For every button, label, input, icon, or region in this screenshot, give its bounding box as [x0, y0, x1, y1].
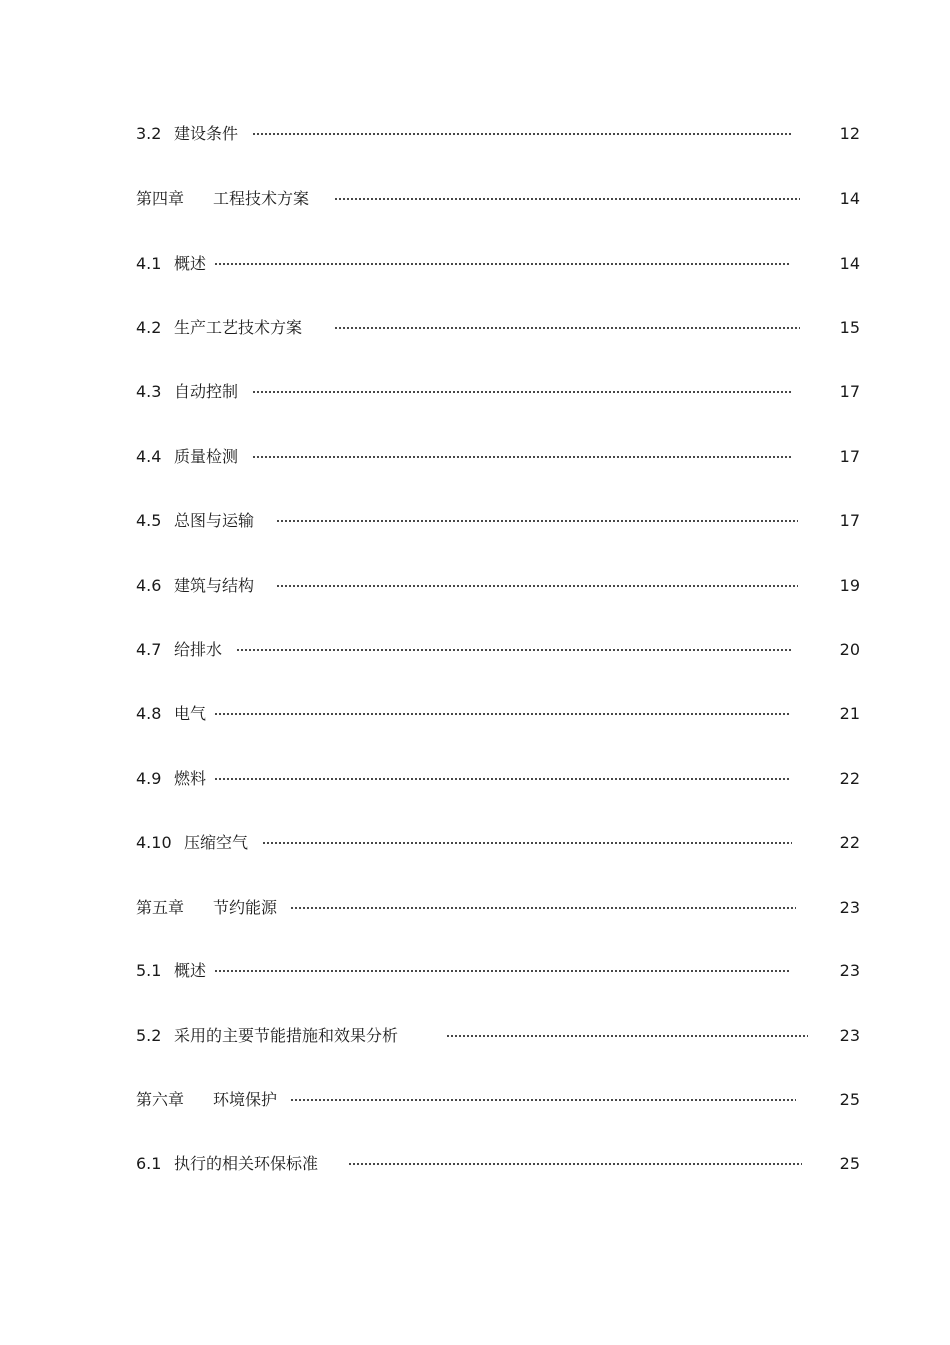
toc-entry-page: 25	[839, 1090, 860, 1109]
toc-dot-leader	[334, 326, 800, 330]
toc-entry[interactable]	[136, 380, 860, 404]
toc-entry-number: 4.4	[136, 447, 162, 466]
toc-entry-page: 23	[839, 898, 860, 917]
toc-entry-page: 17	[839, 382, 860, 401]
toc-entry-number: 4.6	[136, 576, 162, 595]
toc-entry[interactable]	[136, 959, 860, 983]
toc-entry-page: 22	[839, 833, 860, 852]
toc-dot-leader	[334, 197, 800, 201]
toc-entry[interactable]	[136, 896, 860, 920]
toc-entry-page: 20	[839, 640, 860, 659]
toc-entry[interactable]	[136, 122, 860, 146]
toc-entry-number: 4.7	[136, 640, 162, 659]
toc-entry[interactable]	[136, 574, 860, 598]
toc-entry-title: 执行的相关环保标准	[174, 1154, 319, 1173]
toc-entry-number: 4.3	[136, 382, 162, 401]
toc-dot-leader	[214, 712, 790, 716]
toc-entry-title: 概述	[174, 254, 207, 273]
toc-dot-leader	[214, 262, 790, 266]
toc-entry-title: 节约能源	[213, 898, 278, 917]
toc-entry-title: 概述	[174, 961, 207, 980]
toc-entry-page: 15	[839, 318, 860, 337]
toc-entry-number: 5.2	[136, 1026, 162, 1045]
toc-dot-leader	[214, 777, 790, 781]
toc-dot-leader	[252, 390, 792, 394]
toc-entry-title: 电气	[174, 704, 207, 723]
toc-entry[interactable]	[136, 702, 860, 726]
toc-entry-page: 14	[839, 189, 860, 208]
toc-entry-page: 22	[839, 769, 860, 788]
toc-entry-number: 4.1	[136, 254, 162, 273]
toc-entry[interactable]	[136, 316, 860, 340]
toc-entry-page: 14	[839, 254, 860, 273]
toc-dot-leader	[214, 969, 790, 973]
toc-entry[interactable]	[136, 1024, 860, 1048]
toc-entry[interactable]	[136, 1088, 860, 1112]
toc-entry-page: 12	[839, 124, 860, 143]
toc-dot-leader	[236, 648, 792, 652]
toc-entry-number: 第六章	[136, 1090, 185, 1109]
toc-entry-number: 4.9	[136, 769, 162, 788]
toc-entry-title: 自动控制	[174, 382, 239, 401]
toc-entry[interactable]	[136, 638, 860, 662]
toc-entry-title: 质量检测	[174, 447, 239, 466]
toc-entry-number: 第五章	[136, 898, 185, 917]
toc-entry-title: 建设条件	[174, 124, 239, 143]
toc-dot-leader	[276, 519, 798, 523]
toc-entry[interactable]	[136, 831, 860, 855]
toc-entry-number: 3.2	[136, 124, 162, 143]
toc-entry-page: 21	[839, 704, 860, 723]
toc-dot-leader	[290, 906, 796, 910]
toc-entry[interactable]	[136, 445, 860, 469]
toc-entry-title: 生产工艺技术方案	[174, 318, 303, 337]
toc-entry[interactable]	[136, 252, 860, 276]
toc-entry[interactable]	[136, 767, 860, 791]
toc-entry-title: 工程技术方案	[213, 189, 310, 208]
toc-dot-leader	[276, 584, 798, 588]
toc-entry-title: 燃料	[174, 769, 207, 788]
toc-dot-leader	[252, 455, 792, 459]
toc-entry-page: 19	[839, 576, 860, 595]
toc-entry-page: 17	[839, 511, 860, 530]
toc-entry-number: 第四章	[136, 189, 185, 208]
toc-entry-page: 23	[839, 1026, 860, 1045]
toc-dot-leader	[290, 1098, 796, 1102]
toc-dot-leader	[348, 1162, 802, 1166]
toc-entry-title: 给排水	[174, 640, 223, 659]
toc-entry-title: 压缩空气	[184, 833, 249, 852]
toc-entry-number: 4.10	[136, 833, 172, 852]
toc-entry-title: 环境保护	[213, 1090, 278, 1109]
toc-entry-title: 采用的主要节能措施和效果分析	[174, 1026, 399, 1045]
toc-entry-page: 25	[839, 1154, 860, 1173]
toc-dot-leader	[262, 841, 792, 845]
toc-entry-page: 23	[839, 961, 860, 980]
toc-entry-number: 6.1	[136, 1154, 162, 1173]
toc-entry-number: 4.2	[136, 318, 162, 337]
toc-entry[interactable]	[136, 187, 860, 211]
toc-entry-title: 总图与运输	[174, 511, 255, 530]
toc-entry-number: 5.1	[136, 961, 162, 980]
toc-entry[interactable]	[136, 509, 860, 533]
toc-dot-leader	[446, 1034, 808, 1038]
toc-entry-title: 建筑与结构	[174, 576, 255, 595]
toc-entry[interactable]	[136, 1152, 860, 1176]
toc-entry-number: 4.5	[136, 511, 162, 530]
toc-entry-number: 4.8	[136, 704, 162, 723]
toc-dot-leader	[252, 132, 792, 136]
toc-entry-page: 17	[839, 447, 860, 466]
